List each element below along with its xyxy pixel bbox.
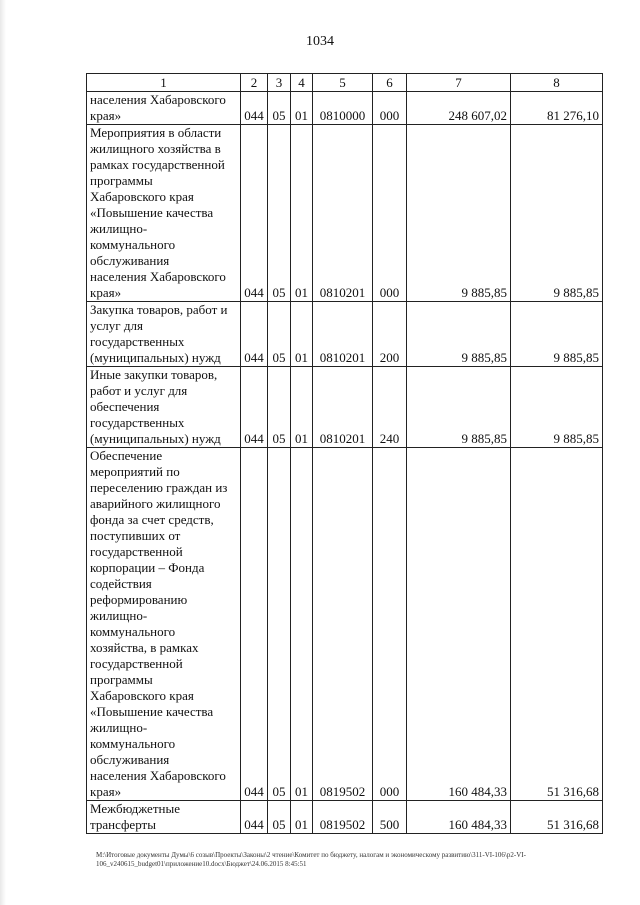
description-line: хозяйства, в рамках	[90, 640, 199, 655]
description-line: аварийного жилищного	[90, 496, 221, 511]
file-path-footer: M:\Итоговые документы Думы\6 созыв\Проекты\Законы\2 чтение\Комитет по бюджету, налогам и экономическому развитию\311-VI-106\р2-VI-106_v240615_budget01\приложение10.docx\Бюджет\24.06.2015 8:45:51	[96, 851, 526, 868]
description-line: государственных	[90, 415, 185, 430]
header-row	[87, 74, 603, 92]
description-line: государственной	[90, 656, 183, 671]
subsection-cell: 01	[291, 125, 313, 302]
section-cell: 05	[268, 367, 291, 448]
expense-type-cell: 200	[373, 302, 407, 367]
amount-executed-cell: 51 316,68	[511, 448, 603, 801]
description-line: обеспечения	[90, 399, 160, 414]
target-article-cell: 0810201	[313, 125, 373, 302]
amount-executed-cell: 9 885,85	[511, 302, 603, 367]
admin-code-cell: 044	[241, 801, 268, 834]
description-line: Хабаровского края	[90, 688, 194, 703]
description-line: трансферты	[90, 817, 156, 832]
page-number: 1034	[306, 34, 334, 49]
subsection-cell: 01	[291, 448, 313, 801]
expense-type-cell: 000	[373, 125, 407, 302]
description-line: услуг для	[90, 318, 143, 333]
expense-type-cell: 240	[373, 367, 407, 448]
target-article-cell: 0810201	[313, 302, 373, 367]
description-line: населения Хабаровского	[90, 768, 226, 783]
header-cell: 2	[241, 74, 268, 92]
amount-executed-cell: 9 885,85	[511, 367, 603, 448]
target-article-cell: 0810000	[313, 92, 373, 125]
section-cell: 05	[268, 125, 291, 302]
amount-executed-cell: 9 885,85	[511, 125, 603, 302]
row-description	[87, 801, 241, 834]
amount-approved-cell: 248 607,02	[407, 92, 511, 125]
scan-edge	[0, 0, 6, 905]
admin-code-cell: 044	[241, 367, 268, 448]
table-row	[87, 801, 603, 834]
expense-type-cell: 000	[373, 92, 407, 125]
description-line: переселению граждан из	[90, 480, 228, 495]
description-line: Закупка товаров, работ и	[90, 302, 228, 317]
description-line: Межбюджетные	[90, 801, 180, 816]
description-line: работ и услуг для	[90, 383, 188, 398]
description-line: жилищного хозяйства в	[90, 141, 221, 156]
amount-approved-cell: 9 885,85	[407, 302, 511, 367]
description-line: жилищно-	[90, 221, 148, 236]
description-line: населения Хабаровского	[90, 269, 226, 284]
description-line: края»	[90, 108, 122, 123]
description-line: мероприятий по	[90, 464, 180, 479]
row-description	[87, 125, 241, 302]
target-article-cell: 0810201	[313, 367, 373, 448]
table-row	[87, 448, 603, 801]
description-line: (муниципальных) нужд	[90, 350, 221, 365]
table-row	[87, 92, 603, 125]
description-line: «Повышение качества	[90, 704, 214, 719]
section-cell: 05	[268, 448, 291, 801]
description-line: рамках государственной	[90, 157, 225, 172]
table-row	[87, 125, 603, 302]
description-line: коммунального	[90, 736, 176, 751]
amount-approved-cell: 9 885,85	[407, 125, 511, 302]
header-cell: 4	[291, 74, 313, 92]
description-line: обслуживания	[90, 752, 170, 767]
budget-table	[86, 73, 603, 834]
description-line: Обеспечение	[90, 448, 163, 463]
description-line: населения Хабаровского	[90, 92, 226, 107]
description-line: программы	[90, 173, 153, 188]
amount-executed-cell: 81 276,10	[511, 92, 603, 125]
subsection-cell: 01	[291, 302, 313, 367]
amount-approved-cell: 160 484,33	[407, 448, 511, 801]
description-line: обслуживания	[90, 253, 170, 268]
section-cell: 05	[268, 801, 291, 834]
expense-type-cell: 500	[373, 801, 407, 834]
table-row	[87, 302, 603, 367]
section-cell: 05	[268, 302, 291, 367]
header-cell: 7	[407, 74, 511, 92]
admin-code-cell: 044	[241, 302, 268, 367]
header-cell: 8	[511, 74, 603, 92]
description-line: коммунального	[90, 237, 176, 252]
subsection-cell: 01	[291, 367, 313, 448]
description-line: жилищно-	[90, 608, 148, 623]
header-cell: 6	[373, 74, 407, 92]
header-cell: 1	[87, 74, 241, 92]
row-description	[87, 92, 241, 125]
description-line: Мероприятия в области	[90, 125, 222, 140]
description-line: реформированию	[90, 592, 188, 607]
admin-code-cell: 044	[241, 125, 268, 302]
description-line: коммунального	[90, 624, 176, 639]
description-line: поступивших от	[90, 528, 181, 543]
description-line: края»	[90, 784, 122, 799]
header-cell: 5	[313, 74, 373, 92]
row-description	[87, 367, 241, 448]
target-article-cell: 0819502	[313, 801, 373, 834]
amount-executed-cell: 51 316,68	[511, 801, 603, 834]
row-description	[87, 302, 241, 367]
amount-approved-cell: 9 885,85	[407, 367, 511, 448]
admin-code-cell: 044	[241, 448, 268, 801]
target-article-cell: 0819502	[313, 448, 373, 801]
row-description	[87, 448, 241, 801]
description-line: корпорации – Фонда	[90, 560, 205, 575]
amount-approved-cell: 160 484,33	[407, 801, 511, 834]
expense-type-cell: 000	[373, 448, 407, 801]
table-row	[87, 367, 603, 448]
description-line: края»	[90, 285, 122, 300]
description-line: жилищно-	[90, 720, 148, 735]
subsection-cell: 01	[291, 92, 313, 125]
admin-code-cell: 044	[241, 92, 268, 125]
description-line: государственных	[90, 334, 185, 349]
description-line: программы	[90, 672, 153, 687]
section-cell: 05	[268, 92, 291, 125]
subsection-cell: 01	[291, 801, 313, 834]
description-line: содействия	[90, 576, 152, 591]
description-line: (муниципальных) нужд	[90, 431, 221, 446]
description-line: Иные закупки товаров,	[90, 367, 218, 382]
description-line: «Повышение качества	[90, 205, 214, 220]
description-line: Хабаровского края	[90, 189, 194, 204]
header-cell: 3	[268, 74, 291, 92]
description-line: фонда за счет средств,	[90, 512, 214, 527]
description-line: государственной	[90, 544, 183, 559]
